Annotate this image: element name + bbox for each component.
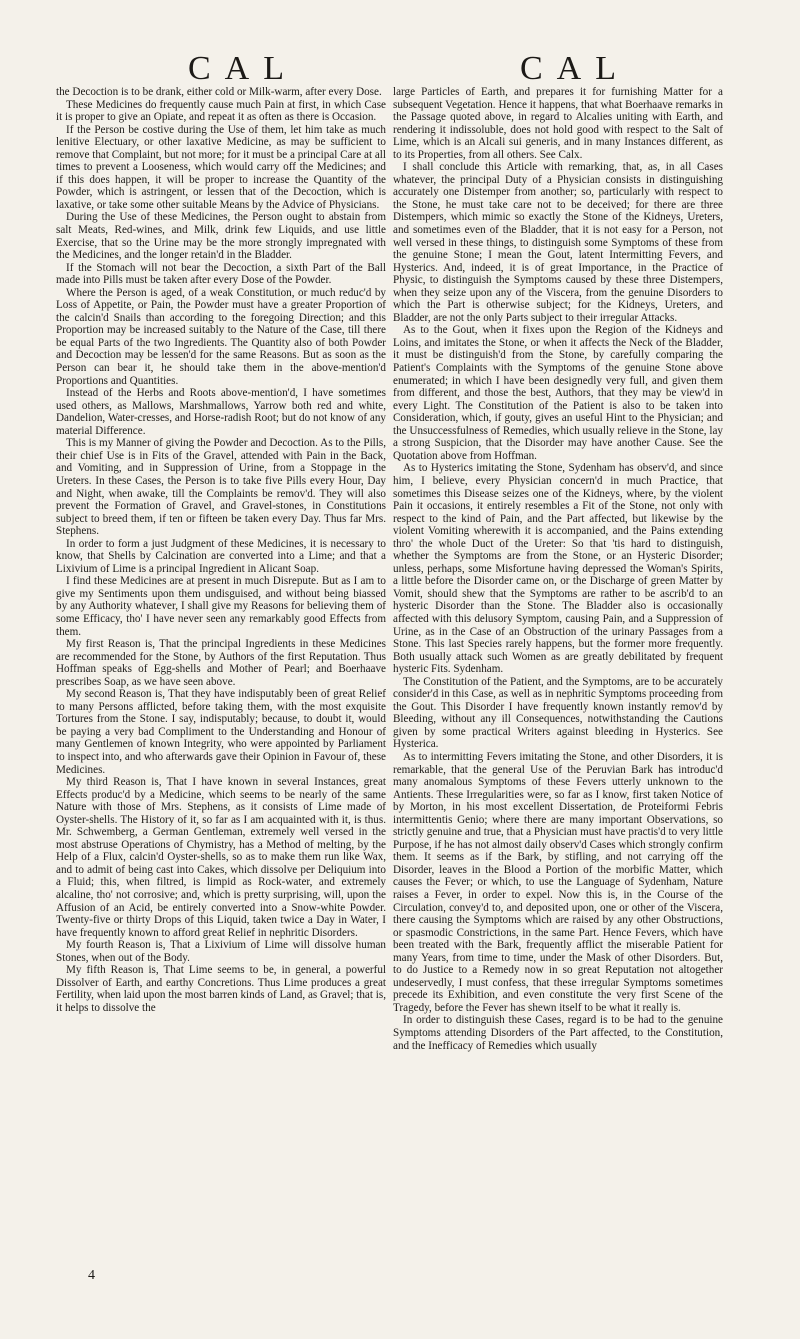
paragraph: I shall conclude this Article with remarking, that, as, in all Cases whatever, the principal Duty of a Physician consists in distinguishing accurately one Distemper from another; so, particularly with respect to the Stone, he must take care not to be deceived; for there are three Distempers, which mimic so exactly the Stone of the Kidneys, Ureters, and sometimes even of the Bladder, that it is not easy for a Person, not well versed in these things, to distinguish some Symptoms of these from the genuine Stone; I mean the Gout, latent Intermitting Fevers, and Hysterics. And, indeed, it is of great Importance, in the Practice of Physic, to distinguish the Symptoms caused by these three Distempers, when they seize upon any of the Viscera, from the genuine Disorders to which the Part is otherwise subject; for the Kidneys, Ureters, and Bladder, are not the only Parts subject to their irregular Attacks. [393,161,723,324]
running-head-left: CAL [188,50,298,87]
paragraph: As to Hysterics imitating the Stone, Sydenham has observ'd, and since him, I believe, every Physician concern'd in much Practice, that sometimes this Disease seizes one of the Kidneys, where, by the violent Pain it occasions, it entirely resembles a Fit of the Stone, not only with respect to the kind of Pain, and the Part affected, but likewise by the violent Vomiting wherewith it is accompanied, and the Pains extending thro' the whole Duct of the Ureter: So that 'tis hard to distinguish, whether the Symptoms are from the Stone, or an Hysteric Disorder; unless, perhaps, some Misfortune having depressed the Woman's Spirits, a little before the Disorder came on, or the Discharge of green Matter by Vomit, should shew that the Symptoms are rather to be ascrib'd to an hysteric Disorder than the Stone. The Bladder also is occasionally affected with this delusory Symptom, causing Pain, and a Suppression of Urine, as in the Case of an Obstruction of the urinary Passages from a Stone. This last Species rarely happens, but the former more frequently. Both usually attack such Women as are greatly debilitated by frequent hysteric Fits. Sydenham. [393,462,723,676]
paragraph: My first Reason is, That the principal Ingredients in these Medicines are recommended for the Stone, by Authors of the first Reputation. Thus Hoffman speaks of Egg-shells and Mother of Pearl; and Boerhaave prescribes Soap, as we have seen above. [56,638,386,688]
paragraph: This is my Manner of giving the Powder and Decoction. As to the Pills, their chief Use is in Fits of the Gravel, attended with Pain in the Back, and Vomiting, and in Suppression of Urine, from a Stoppage in the Ureters. In these Cases, the Person is to take five Pills every Hour, Day and Night, when awake, till the Complaints be remov'd. They will also prevent the Formation of Gravel, and Gravel-stones, in Constitutions subject to breed them, if ten or fifteen be taken every Day. Thus far Mrs. Stephens. [56,437,386,538]
paragraph: large Particles of Earth, and prepares it for furnishing Matter for a subsequent Vegetation. Hence it happens, that what Boerhaave remarks in the Passage quoted above, in regard to Alcalies uniting with Earth, and rendering it indissoluble, does not hold good with respect to the Salt of Lime, which is an Alcali sui generis, and in many Instances different, as to its Properties, from all others. See Calx. [393,86,723,161]
paragraph: My fifth Reason is, That Lime seems to be, in general, a powerful Dissolver of Earth, and earthy Concretions. Thus Lime produces a great Fertility, when laid upon the most barren kinds of Land, as Gravel; that is, it helps to dissolve the [56,964,386,1014]
paragraph: The Constitution of the Patient, and the Symptoms, are to be accurately consider'd in this Case, as well as in nephritic Symptoms proceeding from the Gout. This Disorder I have frequently known instantly remov'd by Bleeding, without any ill Consequences, notwithstanding the Cautions given by some practical Writers against bleeding in Hysterics. See Hysterica. [393,675,723,751]
paragraph: Instead of the Herbs and Roots above-mention'd, I have sometimes used others, as Mallows, Marshmallows, Yarrow both red and white, Dandelion, Water-cresses, and Horse-radish Root; but do not know of any material Difference. [56,387,386,437]
paragraph: Where the Person is aged, of a weak Constitution, or much reduc'd by Loss of Appetite, or Pain, the Powder must have a greater Proportion of the calcin'd Snails than according to the foregoing Direction; and this Proportion may be increased suitably to the Nature of the Case, till there be equal Parts of the two Ingredients. The Quantity also of both Powder and Decoction may be lessen'd for the same Reasons. But as soon as the Person can bear it, he should take them in the above-mention'd Proportions and Quantities. [56,286,386,387]
paragraph: As to intermitting Fevers imitating the Stone, and other Disorders, it is remarkable, that the general Use of the Peruvian Bark has introduc'd many anomalous Symptoms of these Fevers utterly unknown to the Antients. These Irregularities were, so far as I know, first taken Notice of by Morton, in his most excellent Dissertation, de Proteiformi Febris intermittentis Genio; where there are many important Observations, so strictly genuine and true, that a Physician must have practis'd to very little Purpose, if he has not almost daily observ'd Cases which strongly confirm them. It seems as if the Bark, by stifling, and not carrying off the Disorder, leaves in the Blood a Portion of the morbific Matter, which causes the Fever; or which, to use the Language of Sydenham, Nature raises a Fever, in order to expel. Now this is, in the Course of the Circulation, convey'd to, and deposited upon, one or other of the Viscera, there causing the Symptoms which are raised by any other Obstructions, or spasmodic Constrictions, in the same Part. Hence Fevers, which have been treated with the Bark, frequently afflict the miserable Patient for many Years, from time to time, under the Mask of other Disorders. But, to do Justice to a Remedy now in so great Reputation not altogether undeservedly, I must confess, that these irregular Symptoms sometimes precede its Exhibition, and even constitute the very first Scene of the Tragedy, before the Fever has shewn itself to be what it really is. [393,750,723,1014]
paragraph: If the Person be costive during the Use of them, let him take as much lenitive Electuary, or other laxative Medicine, as may be sufficient to remove that Complaint, but not more; for it must be a principal Care at all times to prevent a Looseness, which would carry off the Medicines; and if this does happen, it will be proper to increase the Quantity of the Powder, which is astringent, or lessen that of the Decoction, which is laxative, or take some other suitable Means by the Advice of Physicians. [56,123,386,211]
page-number: 4 [88,1268,95,1283]
paragraph: My third Reason is, That I have known in several Instances, great Effects produc'd by a Medicine, which seems to be nearly of the same Nature with those of Mrs. Stephens, as it consists of Lime made of Oyster-shells. The History of it, so far as I am acquainted with it, is thus. Mr. Schwemberg, a German Gentleman, extremely well versed in the most abstruse Operations of Chymistry, has a Method of melting, by the Help of a Flux, calcin'd Oyster-shells, so as to make them run like Wax, and to admit of being cast into Cakes, which dissolve per Deliquium into a Fluid; this, when filtred, is limpid as Rock-water, and extremely alcaline, tho' not corrosive; and, which is pretty surprising, will, upon the Affusion of an Acid, be entirely converted into a Snow-white Powder. Twenty-five or thirty Drops of this Liquid, taken twice a Day in Water, I have frequently known to afford great Relief in nephritic Disorders. [56,776,386,939]
paragraph: In order to form a just Judgment of these Medicines, it is necessary to know, that Shells by Calcination are converted into a Lime; and that a Lixivium of Lime is a principal Ingredient in Alicant Soap. [56,537,386,575]
paragraph: These Medicines do frequently cause much Pain at first, in which Case it is proper to give an Opiate, and repeat it as often as there is Occasion. [56,98,386,124]
paragraph: My fourth Reason is, That a Lixivium of Lime will dissolve human Stones, when out of the Body. [56,939,386,964]
paragraph: My second Reason is, That they have indisputably been of great Relief to many Persons afflicted, before taking them, with the most exquisite Tortures from the Stone. I say, indisputably; because, to doubt it, would be paying a very bad Compliment to the Understanding and Honour of many Gentlemen of known Integrity, who were appointed by Parliament to inspect into, and who afterwards gave their Opinion in Favour of, these Medicines. [56,688,386,776]
paragraph: During the Use of these Medicines, the Person ought to abstain from salt Meats, Red-wines, and Milk, drink few Liquids, and use little Exercise, that so the Urine may be the more strongly impregnated with the Medicines, and the longer retain'd in the Bladder. [56,211,386,262]
left-column [56,86,386,1014]
paragraph: I find these Medicines are at present in much Disrepute. But as I am to give my Sentiments upon them undisguised, and without being biassed by any Authority whatever, I shall give my Reasons for believing them of some Efficacy, tho' I have never seen any remarkably good Effects from them. [56,575,386,638]
paragraph: If the Stomach will not bear the Decoction, a sixth Part of the Ball made into Pills must be taken after every Dose of the Powder. [56,261,386,287]
right-column [393,86,723,1052]
running-head-right: CAL [520,50,630,87]
paragraph: In order to distinguish these Cases, regard is to be had to the genuine Symptoms attending Disorders of the Part affected, to the Constitution, and the Inefficacy of Remedies which usually [393,1014,723,1052]
paragraph: the Decoction is to be drank, either cold or Milk-warm, after every Dose. [56,86,382,98]
paragraph: As to the Gout, when it fixes upon the Region of the Kidneys and Loins, and imitates the Stone, or when it affects the Neck of the Bladder, it must be distinguish'd from the Stone, by carefully comparing the Patient's Complaints with the Symptoms of the genuine Stone above enumerated; in which I have been designedly very full, and given them from different, and those the best, Authors, that they may be view'd in every Light. The Constitution of the Patient is also to be taken into Consideration, which, if gouty, gives an useful Hint to the Physician; and the Unsuccessfulness of Remedies, which usually relieve in the Stone, lay a strong Suspicion, that the Disorder may have another Cause. See the Quotation above from Hoffman. [393,324,723,462]
